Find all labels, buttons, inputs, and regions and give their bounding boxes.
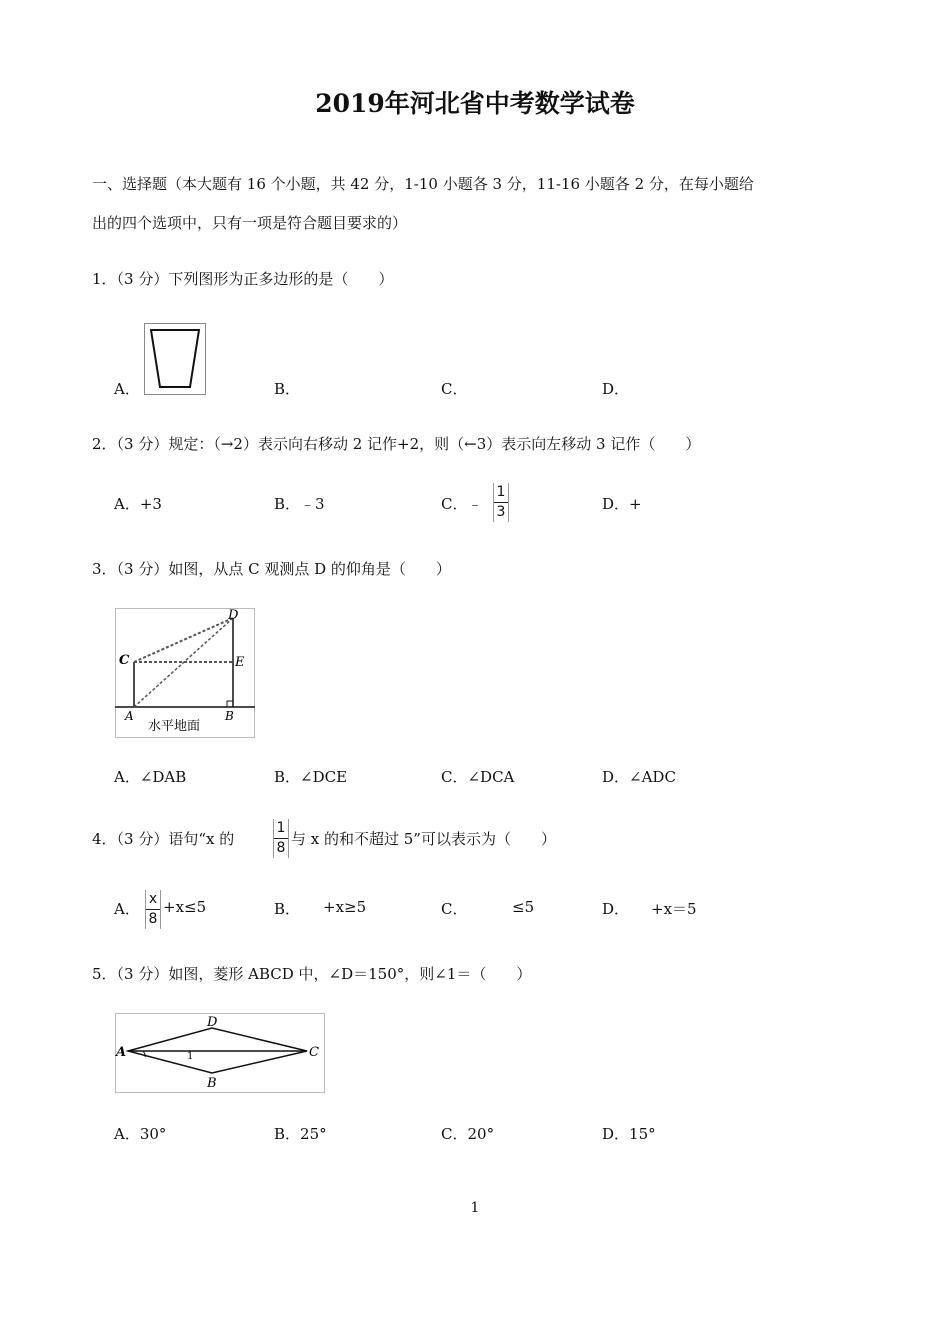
label-a: A — [125, 709, 134, 723]
question-5-option-b[interactable]: B．25° — [274, 1125, 327, 1143]
question-4-option-b-rest: +x≥5 — [323, 898, 367, 916]
question-3-option-a[interactable]: A．∠DAB — [114, 768, 187, 786]
question-4-option-d[interactable]: D． — [602, 900, 630, 918]
section-heading-line2: 出的四个选项中，只有一项是符合题目要求的） — [92, 214, 408, 232]
question-4-stem-before: 4．（3 分）语句“x 的 — [92, 830, 235, 848]
question-4-stem-fraction — [273, 819, 289, 858]
fraction-numerator: 1 — [274, 819, 288, 839]
question-5-rhombus-figure — [115, 1013, 325, 1093]
fraction-denominator: 8 — [276, 840, 286, 856]
question-4-option-a[interactable]: A． — [114, 900, 140, 918]
page-number: 1 — [470, 1200, 480, 1216]
question-2-option-b[interactable]: B．﹣3 — [274, 495, 325, 513]
question-4-option-a-fraction — [145, 890, 161, 929]
question-1-option-d[interactable]: D． — [602, 380, 630, 398]
fraction-denominator: 3 — [496, 504, 506, 520]
label-c: C — [119, 653, 130, 668]
section-heading-line1: 一、选择题（本大题有 16 个小题，共 42 分，1-10 小题各 3 分，11-16 小题各 2 分，在每小题给 — [92, 175, 754, 193]
label-angle-1: 1 — [187, 1051, 194, 1062]
question-1-trapezoid-figure — [144, 323, 206, 395]
label-a: A — [116, 1045, 127, 1060]
label-d: D — [207, 1015, 218, 1030]
question-1-option-b[interactable]: B． — [274, 380, 301, 398]
label-b: B — [207, 1076, 217, 1091]
question-4-stem-after: 与 x 的和不超过 5”可以表示为（ ） — [291, 830, 556, 848]
question-3-option-c[interactable]: C．∠DCA — [441, 768, 515, 786]
label-b: B — [225, 709, 234, 723]
question-5-option-a[interactable]: A．30° — [114, 1125, 167, 1143]
question-2-stem: 2．（3 分）规定：（→2）表示向右移动 2 记作+2，则（←3）表示向左移动 3 记作（ ） — [92, 435, 701, 453]
question-4-option-b[interactable]: B． — [274, 900, 301, 918]
fraction-denominator: 8 — [148, 911, 158, 927]
question-3-option-d[interactable]: D．∠ADC — [602, 768, 676, 786]
question-5-stem: 5．（3 分）如图，菱形 ABCD 中，∠D＝150°，则∠1＝（ ） — [92, 965, 532, 983]
question-2-option-d[interactable]: D．+ — [602, 495, 642, 513]
label-d: D — [228, 608, 239, 623]
question-3-elevation-figure — [115, 608, 255, 738]
question-3-stem: 3．（3 分）如图，从点 C 观测点 D 的仰角是（ ） — [92, 560, 451, 578]
question-5-option-c[interactable]: C．20° — [441, 1125, 495, 1143]
question-4-option-c[interactable]: C． — [441, 900, 468, 918]
question-1-stem: 1．（3 分）下列图形为正多边形的是（ ） — [92, 270, 394, 288]
question-2-option-c-fraction — [493, 483, 509, 522]
question-4-option-d-rest: +x＝5 — [651, 900, 697, 918]
question-1-option-a[interactable]: A． — [114, 380, 140, 398]
question-4-option-a-rest: +x≤5 — [163, 898, 207, 916]
question-2-option-c[interactable]: C．﹣ — [441, 495, 483, 513]
question-4-option-c-rest: ≤5 — [512, 898, 535, 916]
page-title: 2019年河北省中考数学试卷 — [315, 89, 635, 118]
ground-caption: 水平地面 — [148, 719, 201, 734]
question-1-option-c[interactable]: C． — [441, 380, 468, 398]
label-e: E — [235, 655, 245, 670]
label-c: C — [309, 1045, 319, 1060]
question-5-option-d[interactable]: D．15° — [602, 1125, 656, 1143]
question-2-option-a[interactable]: A．+3 — [114, 495, 162, 513]
fraction-numerator: x — [146, 890, 160, 910]
fraction-numerator: 1 — [494, 483, 508, 503]
question-3-option-b[interactable]: B．∠DCE — [274, 768, 348, 786]
